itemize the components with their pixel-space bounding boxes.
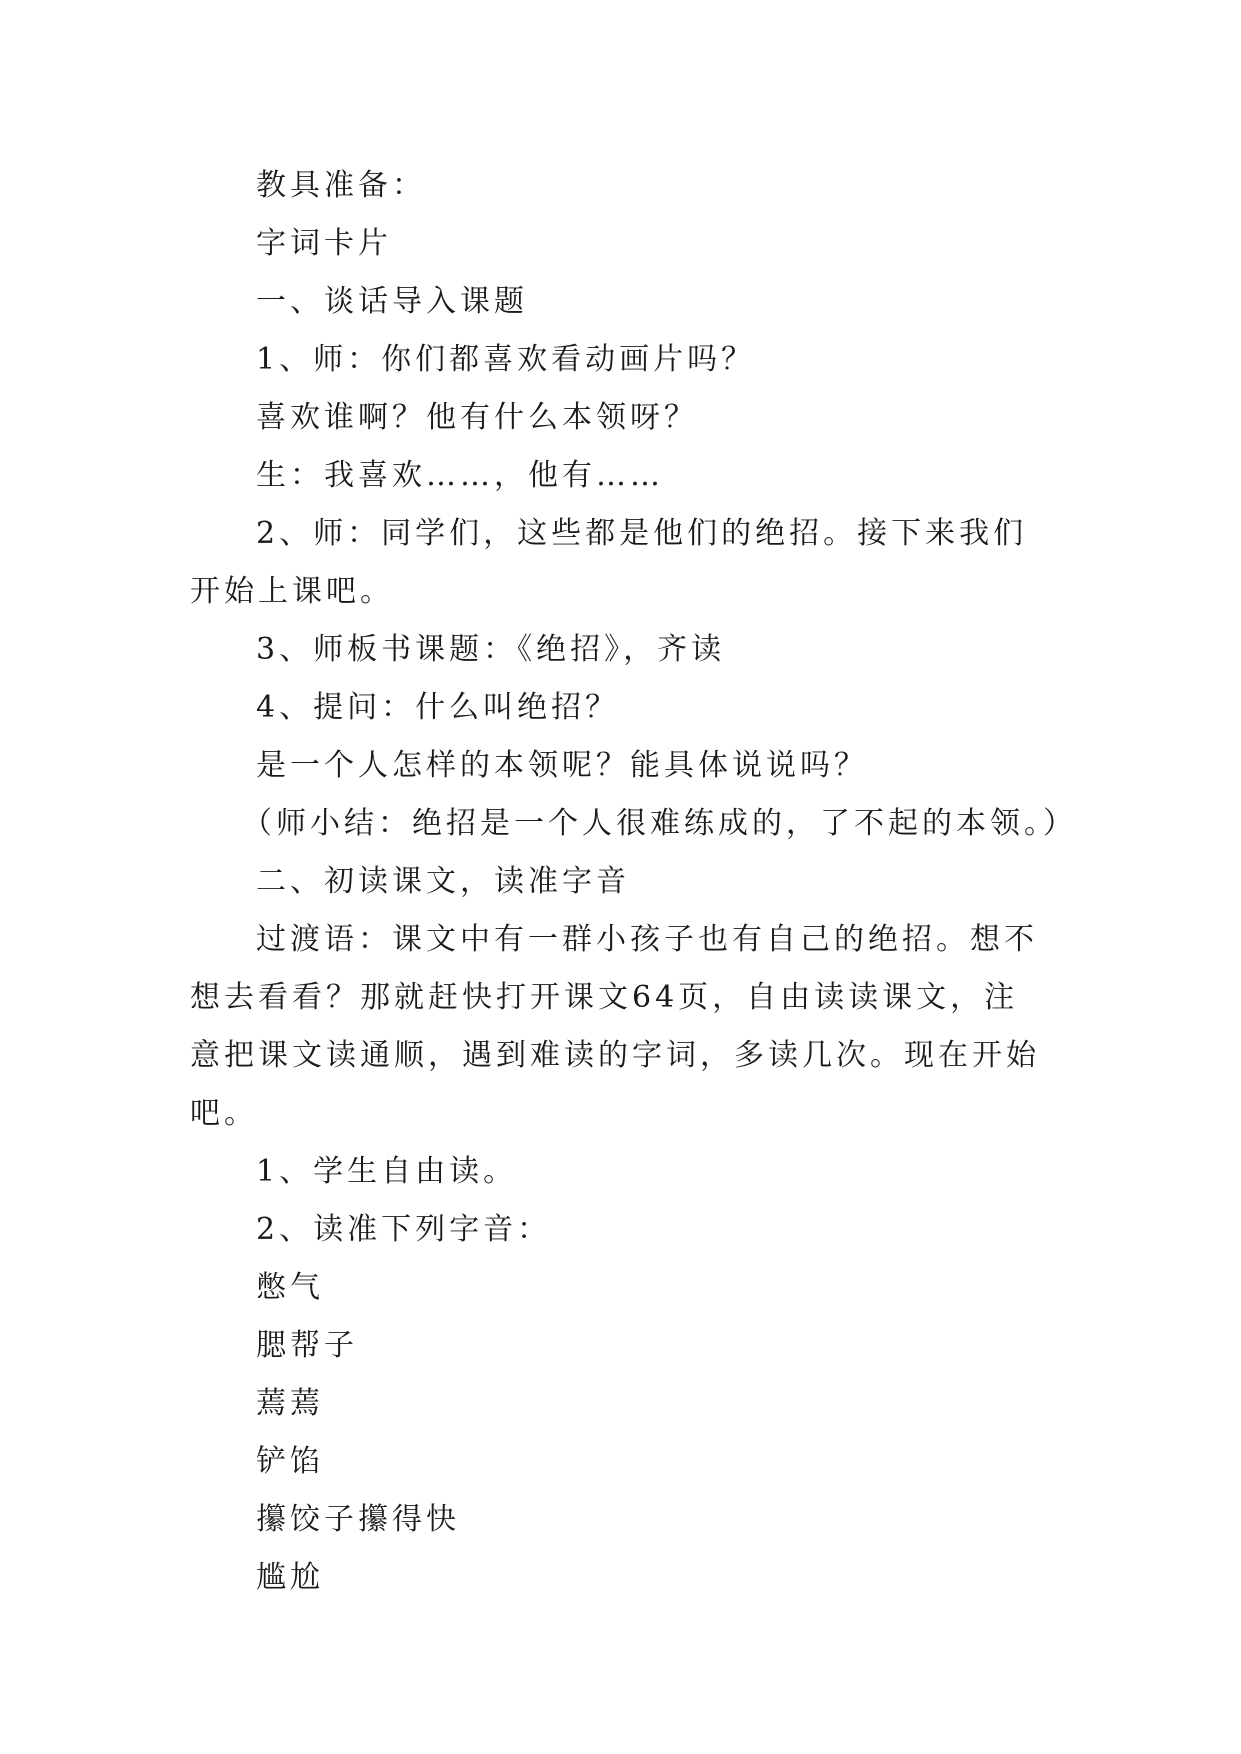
document-body xyxy=(190,157,1077,1607)
vocabulary-item: 腮帮子 xyxy=(256,1328,358,1363)
vocabulary-item: 尴尬 xyxy=(256,1560,324,1595)
summary-note: （师小结：绝招是一个人很难练成的，了不起的本领。） xyxy=(242,806,1077,841)
section-heading: 一、谈话导入课题 xyxy=(256,284,528,319)
paragraph: 过渡语：课文中有一群小孩子也有自己的绝招。想不想去看看？那就赶快打开课文64页，自由读读课文，注意把课文读通顺，遇到难读的字词，多读几次。现在开始吧。 xyxy=(190,922,1040,1131)
vocabulary-item: 攥饺子攥得快 xyxy=(256,1502,460,1537)
paragraph: 1、师：你们都喜欢看动画片吗？ xyxy=(256,342,756,377)
paragraph: 4、提问：什么叫绝招？ xyxy=(256,690,620,725)
paragraph: 1、学生自由读。 xyxy=(256,1154,518,1189)
paragraph: 3、师板书课题：《绝招》，齐读 xyxy=(256,632,726,667)
vocabulary-item: 憋气 xyxy=(256,1270,324,1305)
paragraph: 喜欢谁啊？他有什么本领呀？ xyxy=(256,400,698,435)
vocabulary-item: 蔫蔫 xyxy=(256,1386,324,1421)
paragraph: 是一个人怎样的本领呢？能具体说说吗？ xyxy=(256,748,868,783)
paragraph: 教具准备： xyxy=(256,168,426,203)
section-heading: 二、初读课文，读准字音 xyxy=(256,864,630,899)
paragraph: 生：我喜欢……，他有…… xyxy=(256,458,664,493)
paragraph: 2、读准下列字音： xyxy=(256,1212,552,1247)
paragraph: 2、师：同学们，这些都是他们的绝招。接下来我们开始上课吧。 xyxy=(190,516,1028,609)
paragraph: 字词卡片 xyxy=(256,226,392,261)
vocabulary-item: 铲馅 xyxy=(256,1444,324,1479)
